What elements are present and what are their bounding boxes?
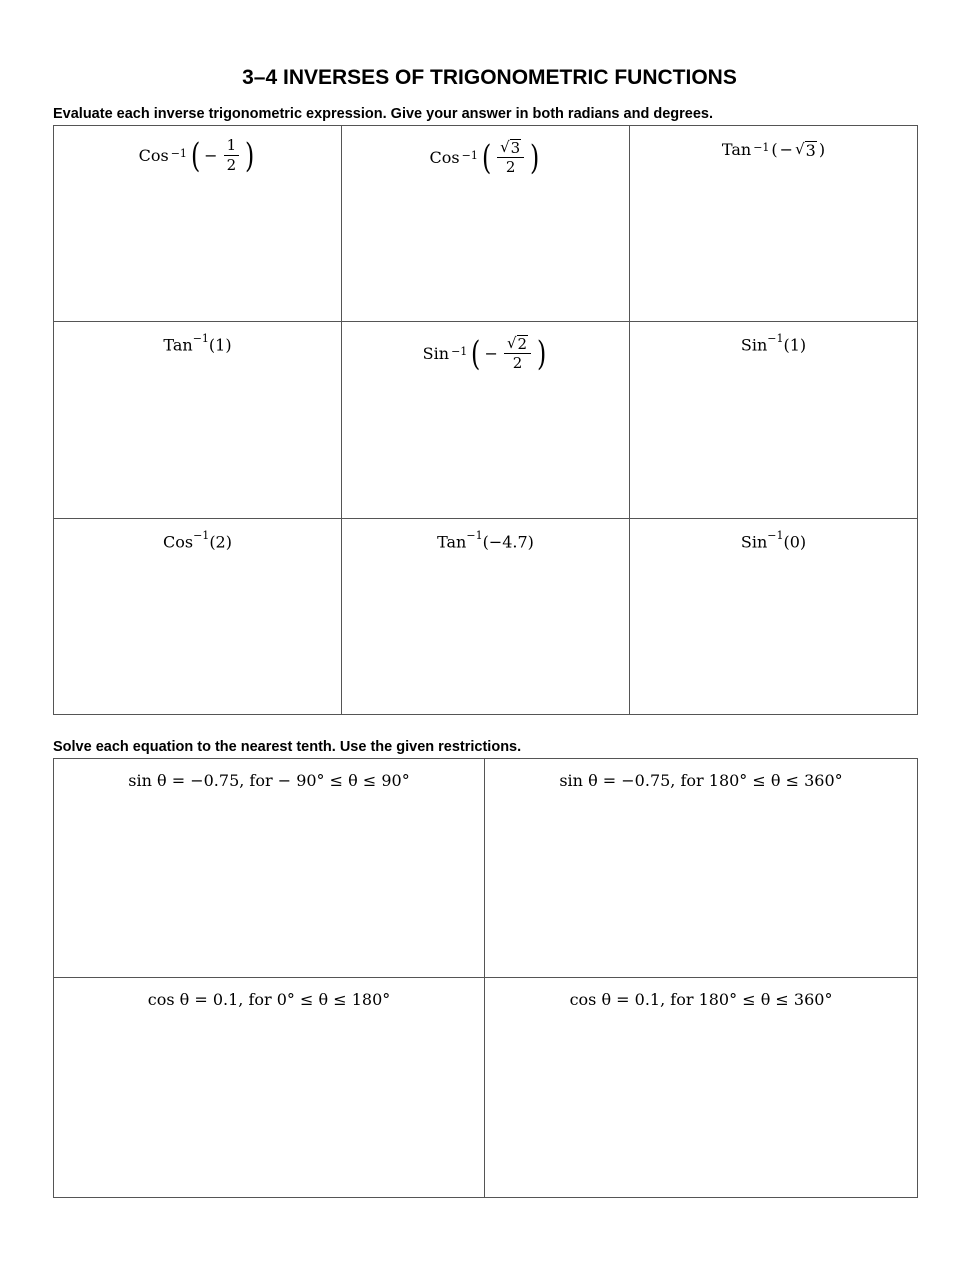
expression-sin-inverse-1: Sin$^{-1}$(1) xyxy=(740,332,807,355)
expression-cos-inverse-root3-over-2: Cos −1 ( √ 3 2 ) xyxy=(429,137,540,178)
equation-sin-neg-0-75-second: sin θ = −0.75, for 180° ≤ θ ≤ 360° xyxy=(559,771,843,790)
expression-sin-inverse-0: Sin$^{-1}$(0) xyxy=(740,529,807,552)
problem-cell-4[interactable] xyxy=(54,322,342,519)
equation-cell-1[interactable] xyxy=(54,759,485,978)
evaluate-table xyxy=(53,125,918,715)
equation-cos-0-1-first: cos θ = 0.1, for 0° ≤ θ ≤ 180° xyxy=(147,990,391,1009)
section1-instruction: Evaluate each inverse trigonometric expression. Give your answer in both radians and degrees. xyxy=(53,106,713,122)
expression-tan-inverse-neg-4-7: Tan$^{-1}$(−4.7) xyxy=(437,529,534,552)
equation-sin-neg-0-75-first: sin θ = −0.75, for − 90° ≤ θ ≤ 90° xyxy=(128,771,410,790)
problem-cell-1[interactable] xyxy=(54,126,342,322)
expression-cos-inverse-2: Cos$^{-1}$(2) xyxy=(163,529,232,552)
section2-instruction: Solve each equation to the nearest tenth. Use the given restrictions. xyxy=(53,739,522,755)
equation-cell-3[interactable] xyxy=(54,978,485,1198)
problem-cell-2[interactable] xyxy=(342,126,630,322)
equation-cell-4[interactable] xyxy=(485,978,918,1198)
expression-cos-inverse-neg-half: Cos −1 ( − $\frac{1}{2}$ ) xyxy=(138,135,255,176)
expression-tan-inverse-neg-root3: Tan −1 ( − √ 3 ) xyxy=(721,140,826,160)
problem-cell-7[interactable] xyxy=(54,519,342,715)
page-title: 3–4 INVERSES OF TRIGONOMETRIC FUNCTIONS xyxy=(242,66,737,89)
equation-cell-2[interactable] xyxy=(485,759,918,978)
problem-cell-8[interactable] xyxy=(342,519,630,715)
problem-cell-5[interactable] xyxy=(342,322,630,519)
equation-cos-0-1-second: cos θ = 0.1, for 180° ≤ θ ≤ 360° xyxy=(569,990,833,1009)
expression-tan-inverse-1: Tan$^{-1}$(1) xyxy=(163,332,232,355)
expression-sin-inverse-neg-root2-over-2: Sin −1 ( − √ 2 2 ) xyxy=(422,333,547,374)
solve-table xyxy=(53,758,918,1198)
problem-cell-9[interactable] xyxy=(630,519,918,715)
problem-cell-6[interactable] xyxy=(630,322,918,519)
problem-cell-3[interactable] xyxy=(630,126,918,322)
